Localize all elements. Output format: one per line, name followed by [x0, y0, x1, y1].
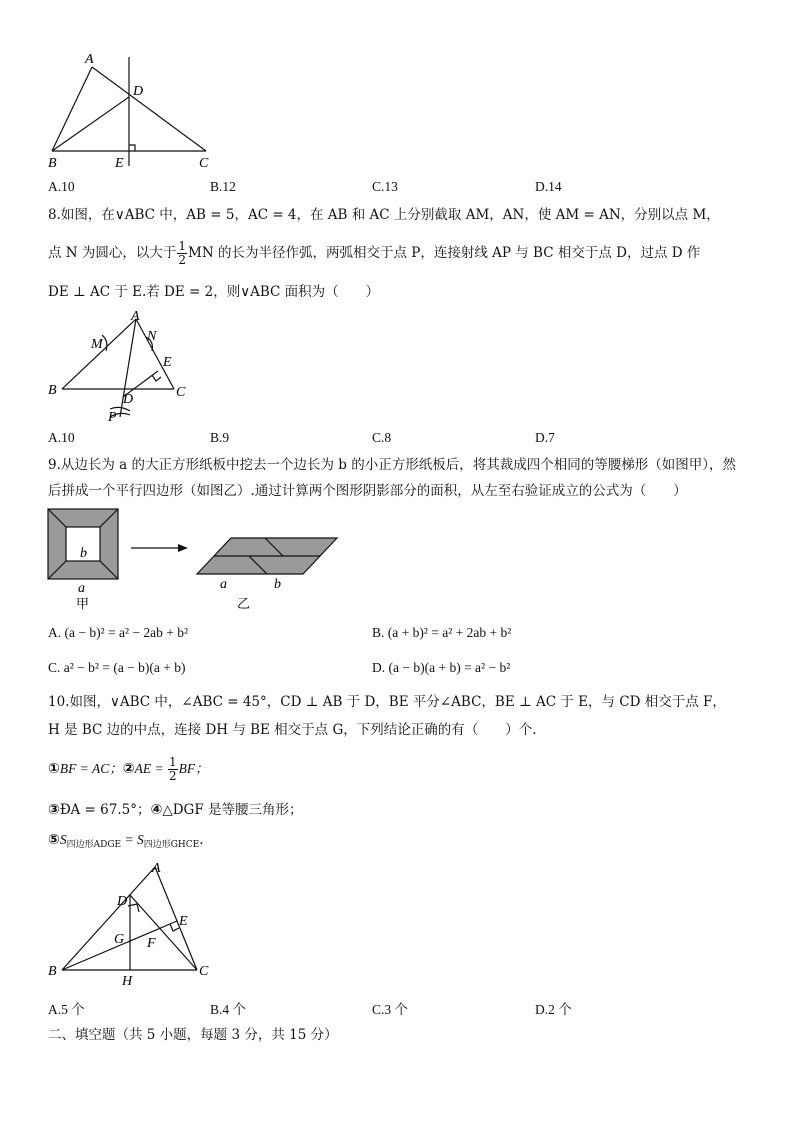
q7-option-a: A.10 [48, 179, 75, 194]
q9-option-a: A. (a − b)² = a² − 2ab + b² [48, 625, 189, 640]
q10-conclusion-3: ÐA = 67.5°； [59, 802, 151, 818]
q10-label-h: H [122, 974, 133, 989]
q10-frac-num: 1 [168, 755, 177, 769]
q8-label-m: M [91, 337, 103, 352]
q10-text-line2: H 是 BC 边的中点，连接 DH 与 BE 相交于点 G，下列结论正确的有（ ）个. [48, 722, 537, 738]
q10-label-b: B [48, 964, 57, 979]
q8-text-line2 [48, 238, 700, 268]
q10-conclusion-2-rhs: BF； [178, 761, 209, 776]
q9-text-line1: 9.从边长为 a 的大正方形纸板中挖去一个边长为 b 的小正方形纸板后，将其裁成四个相同的等腰梯形（如图甲），然 [48, 457, 736, 473]
q10-frac-den: 2 [168, 769, 177, 783]
q8-frac-den: 2 [178, 253, 187, 267]
q10-conclusion-row2 [48, 800, 303, 820]
q10-label-a: A [152, 861, 161, 876]
q10-label-c: C [199, 964, 209, 979]
q9-yi-label-b: b [274, 577, 281, 592]
q9-jia-caption: 甲 [76, 597, 90, 610]
q9-text-line2: 后拼成一个平行四边形（如图乙）.通过计算两个图形阴影部分的面积，从左至右验证成立的公式为（ ） [48, 483, 687, 499]
q8-option-d: D.7 [535, 430, 555, 445]
q10-conclusion-2-lhs: AE = [134, 761, 167, 776]
section-2-heading: 二、填空题（共 5 小题，每题 3 分，共 15 分） [48, 1027, 338, 1043]
q10-option-b: B.4 个 [210, 1002, 247, 1017]
q9-yi-caption: 乙 [237, 597, 251, 612]
q9-option-c: C. a² − b² = (a − b)(a + b) [48, 660, 186, 675]
q10-period: . [199, 832, 204, 848]
q8-label-n: N [147, 329, 157, 344]
q7-figure [40, 45, 230, 175]
q9-jia-label-a: a [78, 581, 85, 596]
q9-jia-label-b: b [80, 546, 87, 561]
q7-option-c: C.13 [372, 179, 398, 194]
q8-label-d: D [123, 392, 134, 407]
q10-label-f: F [147, 936, 156, 951]
q9-figure-jia [44, 505, 124, 610]
q8-label-p: P [108, 410, 117, 425]
q10-text-line1: 10.如图，∨ABC 中，∠ABC = 45°，CD ⊥ AB 于 D，BE 平分∠ABC，BE ⊥ AC 于 E，与 CD 相交于点 F， [48, 694, 726, 710]
q7-label-d: D [133, 84, 144, 99]
q8-label-b: B [48, 383, 57, 398]
q8-label-e: E [163, 355, 172, 370]
q10-marker-3: ③ [48, 802, 60, 818]
q9-figure-yi [193, 530, 343, 615]
q10-figure [40, 855, 220, 995]
q10-subscript-1: 四边形ADGE [66, 840, 122, 850]
q8-text-line1: 8.如图，在∨ABC 中，AB = 5，AC = 4，在 AB 和 AC 上分别截取 AM，AN，使 AM = AN，分别以点 M， [48, 207, 720, 223]
q7-label-c: C [199, 156, 209, 171]
q8-text-line3: DE ⊥ AC 于 E.若 DE = 2，则∨ABC 面积为（ ） [48, 284, 380, 300]
q8-label-c: C [176, 385, 186, 400]
q9-option-b: B. (a + b)² = a² + 2ab + b² [372, 625, 512, 640]
q10-s-symbol-1: S [59, 832, 67, 847]
q10-fraction [168, 756, 178, 783]
q7-label-a: A [85, 52, 94, 67]
q8-text-line2-post: MN 的长为半径作弧，两弧相交于点 P，连接射线 AP 与 BC 相交于点 D，过点 D 作 [188, 245, 701, 261]
q7-label-b: B [48, 156, 57, 171]
q8-frac-num: 1 [178, 239, 187, 253]
q10-conclusion-row3 [48, 830, 204, 855]
q10-conclusion-4: △DGF 是等腰三角形； [162, 802, 303, 818]
q10-label-g: G [114, 932, 125, 947]
q10-conclusion-1: BF = AC； [59, 761, 123, 776]
q10-label-d: D [117, 894, 128, 909]
q8-fraction [177, 240, 187, 267]
q10-conclusion-row1 [48, 754, 209, 784]
q9-option-d: D. (a − b)(a + b) = a² − b² [372, 660, 511, 675]
q10-marker-1: ① [48, 761, 60, 777]
q8-label-a: A [131, 309, 140, 324]
q9-arrow [128, 540, 192, 556]
q10-option-c: C.3 个 [372, 1002, 409, 1017]
q8-option-c: C.8 [372, 430, 392, 445]
q10-marker-5: ⑤ [48, 832, 60, 848]
q10-equals-s: = S [121, 832, 144, 847]
q10-marker-4: ④ [150, 802, 163, 818]
q10-marker-2: ② [122, 761, 135, 777]
q10-option-a: A.5 个 [48, 1002, 85, 1017]
q9-yi-label-a: a [220, 577, 227, 592]
q10-subscript-2: 四边形GHCE [143, 840, 200, 850]
q8-figure [40, 305, 200, 425]
q7-option-d: D.14 [535, 179, 562, 194]
q7-option-b: B.12 [210, 179, 236, 194]
q8-option-a: A.10 [48, 430, 75, 445]
q7-label-e: E [115, 156, 124, 171]
q10-label-e: E [179, 914, 188, 929]
q8-option-b: B.9 [210, 430, 230, 445]
q8-text-line2-pre: 点 N 为圆心，以大于 [48, 245, 177, 261]
q10-option-d: D.2 个 [535, 1002, 572, 1017]
